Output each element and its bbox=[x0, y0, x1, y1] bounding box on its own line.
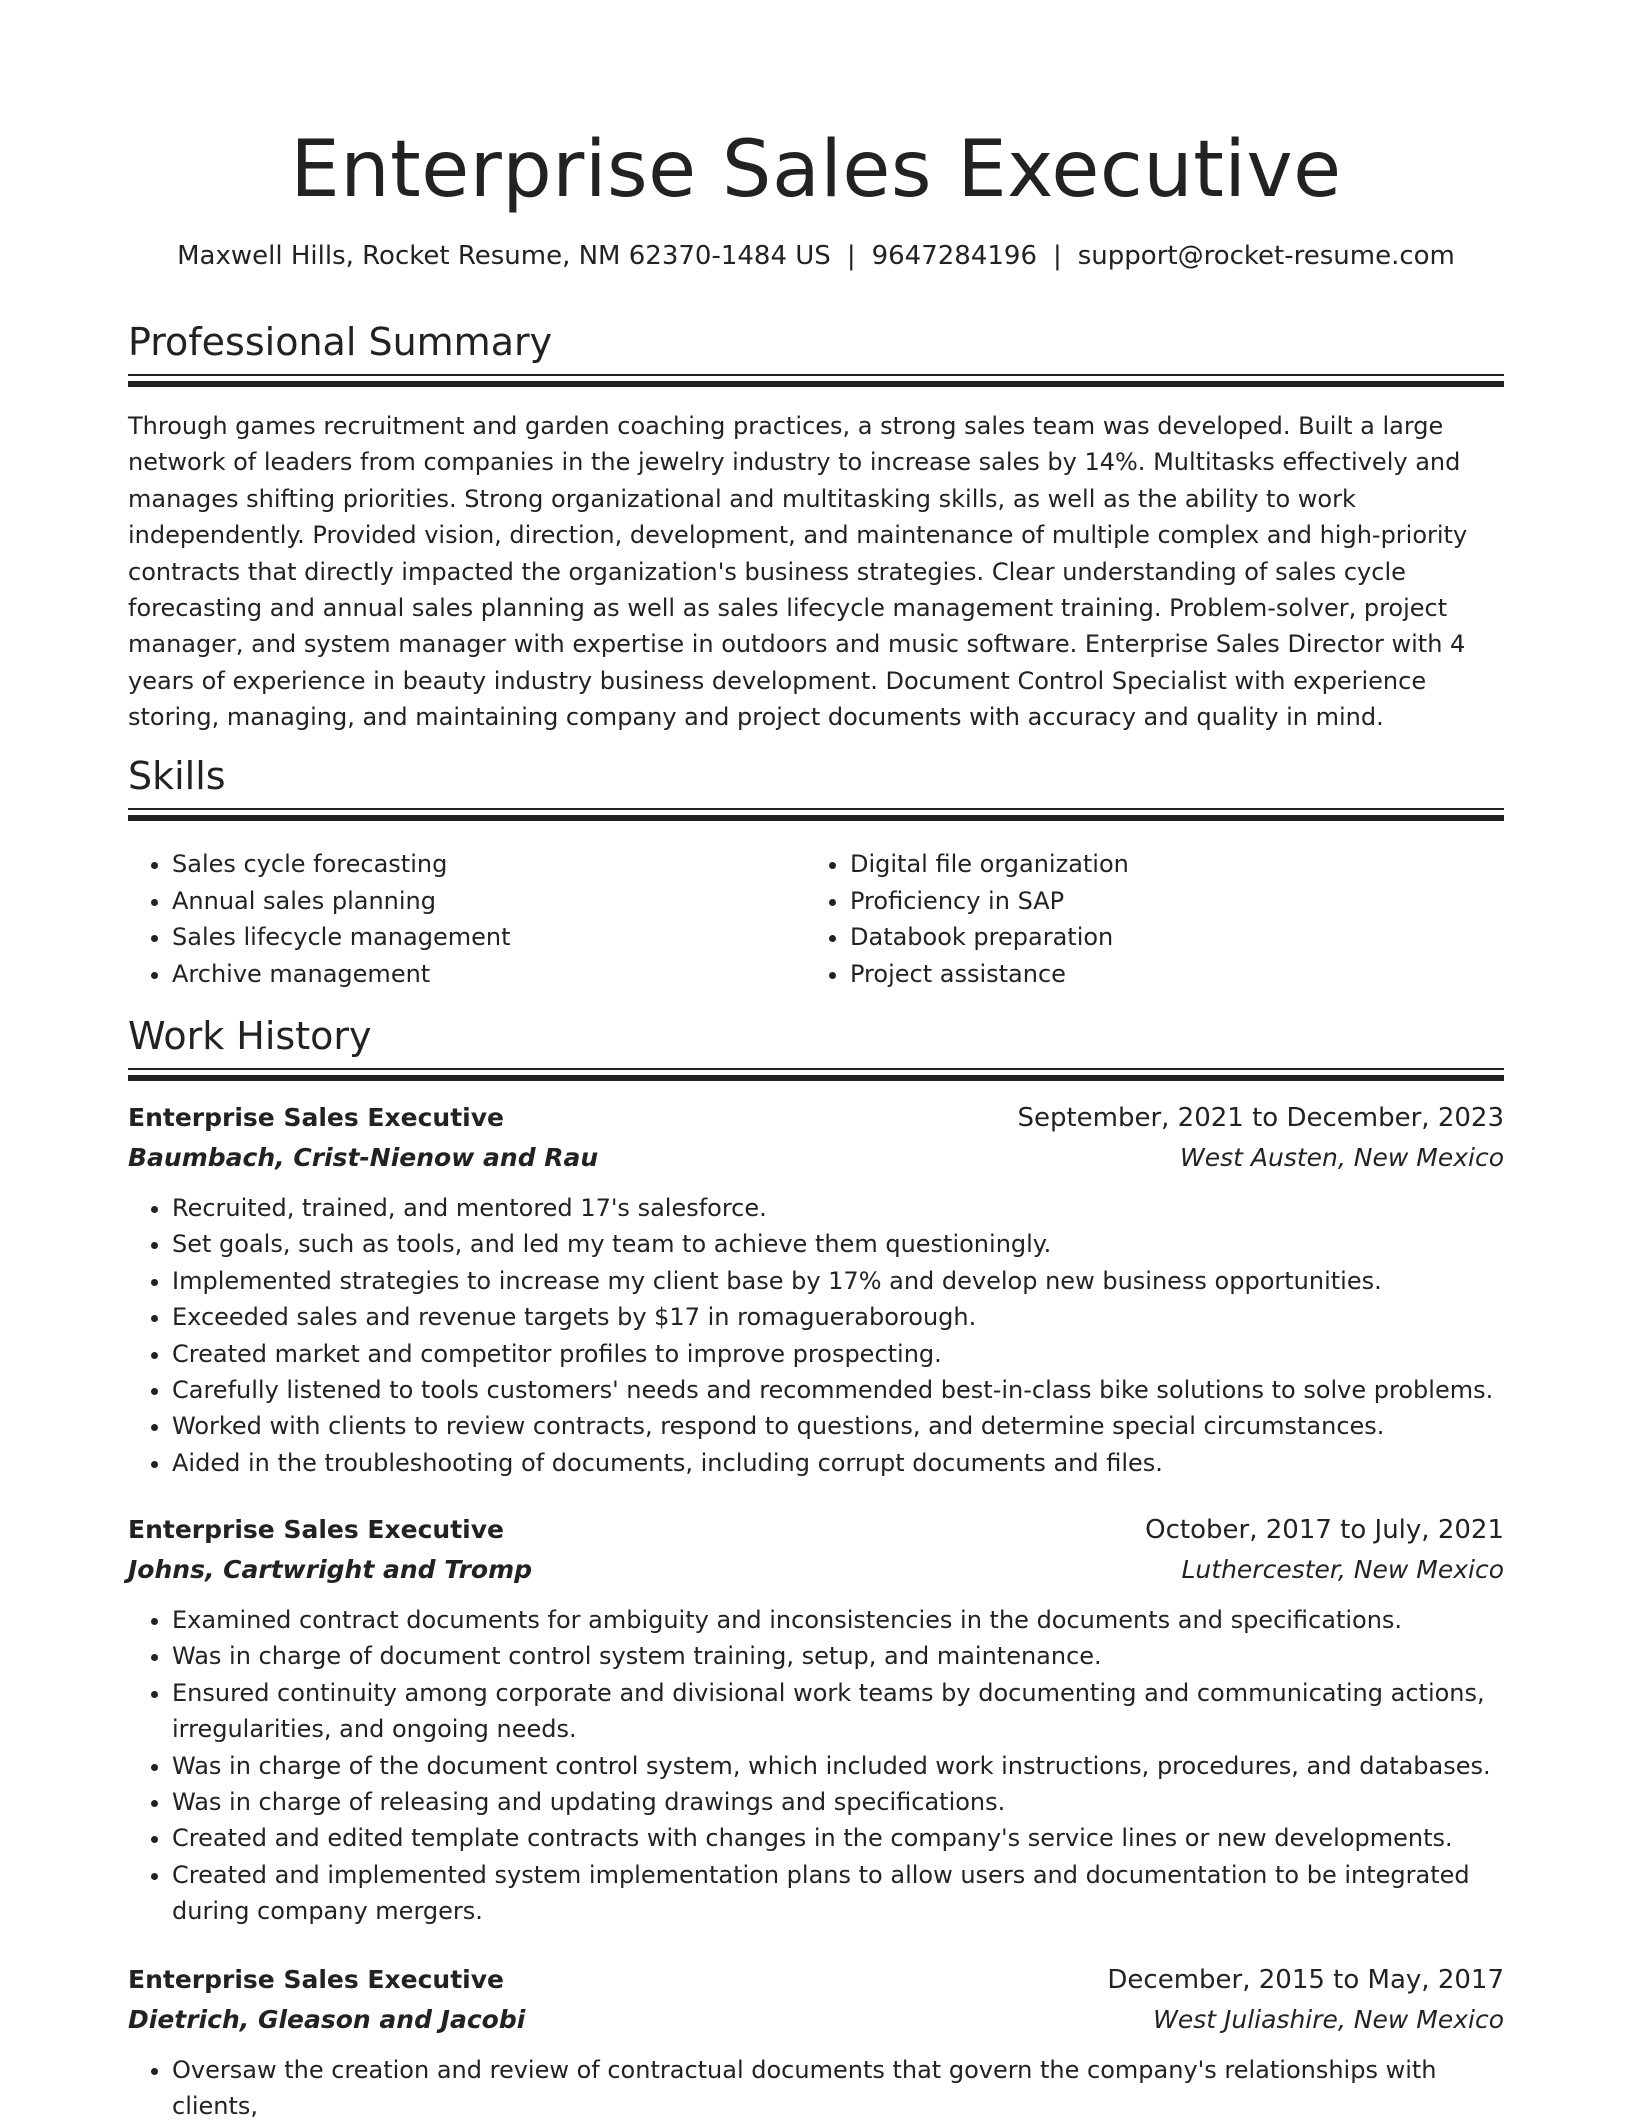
contact-separator: | bbox=[846, 241, 856, 271]
job-bullets bbox=[128, 1602, 1504, 1930]
job-dates: December, 2015 to May, 2017 bbox=[1107, 1965, 1504, 1995]
job-company-row bbox=[128, 1138, 1504, 1178]
contact-address: Maxwell Hills, Rocket Resume, NM 62370-1484 US bbox=[177, 241, 831, 271]
job-bullet: • Examined contract documents for ambiguity and inconsistencies in the documents and specifications. bbox=[172, 1602, 1504, 1638]
summary-text: Through games recruitment and garden coaching practices, a strong sales team was developed. Built a large network of leaders from companies in the jewelry industry to increase sales by 14%. Multitasks effectively and manages shifting priorities. Strong organizational and multitasking skills, as well as the ability to work independently. Provided vision, direction, development, and maintenance of multiple complex and high-priority contracts that directly impacted the organization's business strategies. Clear understanding of sales cycle forecasting and annual sales planning as well as sales lifecycle management training. Problem-solver, project manager, and system manager with expertise in outdoors and music software. Enterprise Sales Director with 4 years of experience in beauty industry business development. Document Control Specialist with experience storing, managing, and maintaining company and project documents with accuracy and quality in mind. bbox=[128, 412, 1468, 732]
work-history-heading: Work History bbox=[128, 1014, 372, 1058]
job-bullet: • Created and implemented system implementation plans to allow users and documentation to be integrated during company mergers. bbox=[172, 1857, 1504, 1930]
job-title: Enterprise Sales Executive bbox=[128, 1103, 504, 1132]
job-bullets bbox=[128, 1190, 1504, 1481]
job-company-row bbox=[128, 1550, 1504, 1590]
resume-name: Enterprise Sales Executive bbox=[290, 125, 1342, 215]
skills-heading: Skills bbox=[128, 754, 226, 798]
skill-item: • Databook preparation bbox=[850, 919, 1504, 956]
skills-rule bbox=[128, 808, 1504, 821]
job-title: Enterprise Sales Executive bbox=[128, 1965, 504, 1994]
job-entry bbox=[128, 1960, 1504, 2125]
skill-item: • Proficiency in SAP bbox=[850, 883, 1504, 920]
contact-separator: | bbox=[1053, 241, 1062, 271]
job-company-row bbox=[128, 2000, 1504, 2040]
contact-phone: 9647284196 bbox=[871, 241, 1037, 271]
job-bullet: • Oversaw the creation and review of contractual documents that govern the company's relationships with clients, bbox=[172, 2052, 1504, 2125]
job-entry bbox=[128, 1098, 1504, 1481]
skill-item: • Digital file organization bbox=[850, 846, 1504, 883]
job-bullet: • Was in charge of the document control system, which included work instructions, procedures, and databases. bbox=[172, 1748, 1504, 1784]
job-bullets bbox=[128, 2052, 1504, 2125]
skills-column-right bbox=[806, 846, 1504, 992]
job-bullet: • Created and edited template contracts with changes in the company's service lines or new developments. bbox=[172, 1820, 1504, 1856]
job-header-row bbox=[128, 1510, 1504, 1550]
contact-line bbox=[128, 238, 1504, 274]
summary-heading: Professional Summary bbox=[128, 320, 553, 364]
job-location: Luthercester, New Mexico bbox=[1181, 1555, 1504, 1584]
summary-rule bbox=[128, 374, 1504, 387]
job-header-row bbox=[128, 1960, 1504, 2000]
job-location: West Austen, New Mexico bbox=[1180, 1143, 1504, 1172]
job-bullet: • Ensured continuity among corporate and divisional work teams by documenting and communicating actions, irregularities, and ongoing needs. bbox=[172, 1675, 1504, 1748]
job-header-row bbox=[128, 1098, 1504, 1138]
work-history-rule bbox=[128, 1068, 1504, 1081]
skill-item: • Sales cycle forecasting bbox=[172, 846, 806, 883]
job-company: Baumbach, Crist-Nienow and Rau bbox=[128, 1143, 599, 1172]
job-bullet: • Was in charge of releasing and updating drawings and specifications. bbox=[172, 1784, 1504, 1820]
job-bullet: • Recruited, trained, and mentored 17's salesforce. bbox=[172, 1190, 1504, 1226]
job-dates: September, 2021 to December, 2023 bbox=[1017, 1103, 1504, 1133]
skill-item: • Sales lifecycle management bbox=[172, 919, 806, 956]
job-location: West Juliashire, New Mexico bbox=[1153, 2005, 1504, 2034]
job-bullet: • Implemented strategies to increase my client base by 17% and develop new business opportunities. bbox=[172, 1263, 1504, 1299]
job-dates: October, 2017 to July, 2021 bbox=[1145, 1515, 1504, 1545]
job-title: Enterprise Sales Executive bbox=[128, 1515, 504, 1544]
job-company: Johns, Cartwright and Tromp bbox=[128, 1555, 533, 1584]
job-company: Dietrich, Gleason and Jacobi bbox=[128, 2005, 526, 2034]
job-bullet: • Exceeded sales and revenue targets by $17 in romagueraborough. bbox=[172, 1299, 1504, 1335]
job-bullet: • Aided in the troubleshooting of documents, including corrupt documents and files. bbox=[172, 1445, 1504, 1481]
job-bullet: • Was in charge of document control system training, setup, and maintenance. bbox=[172, 1638, 1504, 1674]
job-bullet: • Carefully listened to tools customers' needs and recommended best-in-class bike solutions to solve problems. bbox=[172, 1372, 1504, 1408]
skills-list bbox=[128, 846, 1504, 992]
job-entry bbox=[128, 1510, 1504, 1930]
skill-item: • Annual sales planning bbox=[172, 883, 806, 920]
skill-item: • Archive management bbox=[172, 956, 806, 993]
skill-item: • Project assistance bbox=[850, 956, 1504, 993]
job-bullet: • Worked with clients to review contracts, respond to questions, and determine special circumstances. bbox=[172, 1408, 1504, 1444]
job-bullet: • Created market and competitor profiles to improve prospecting. bbox=[172, 1336, 1504, 1372]
contact-email[interactable]: support@rocket-resume.com bbox=[1077, 241, 1455, 271]
skills-column-left bbox=[128, 846, 806, 992]
job-bullet: • Set goals, such as tools, and led my team to achieve them questioningly. bbox=[172, 1226, 1504, 1262]
